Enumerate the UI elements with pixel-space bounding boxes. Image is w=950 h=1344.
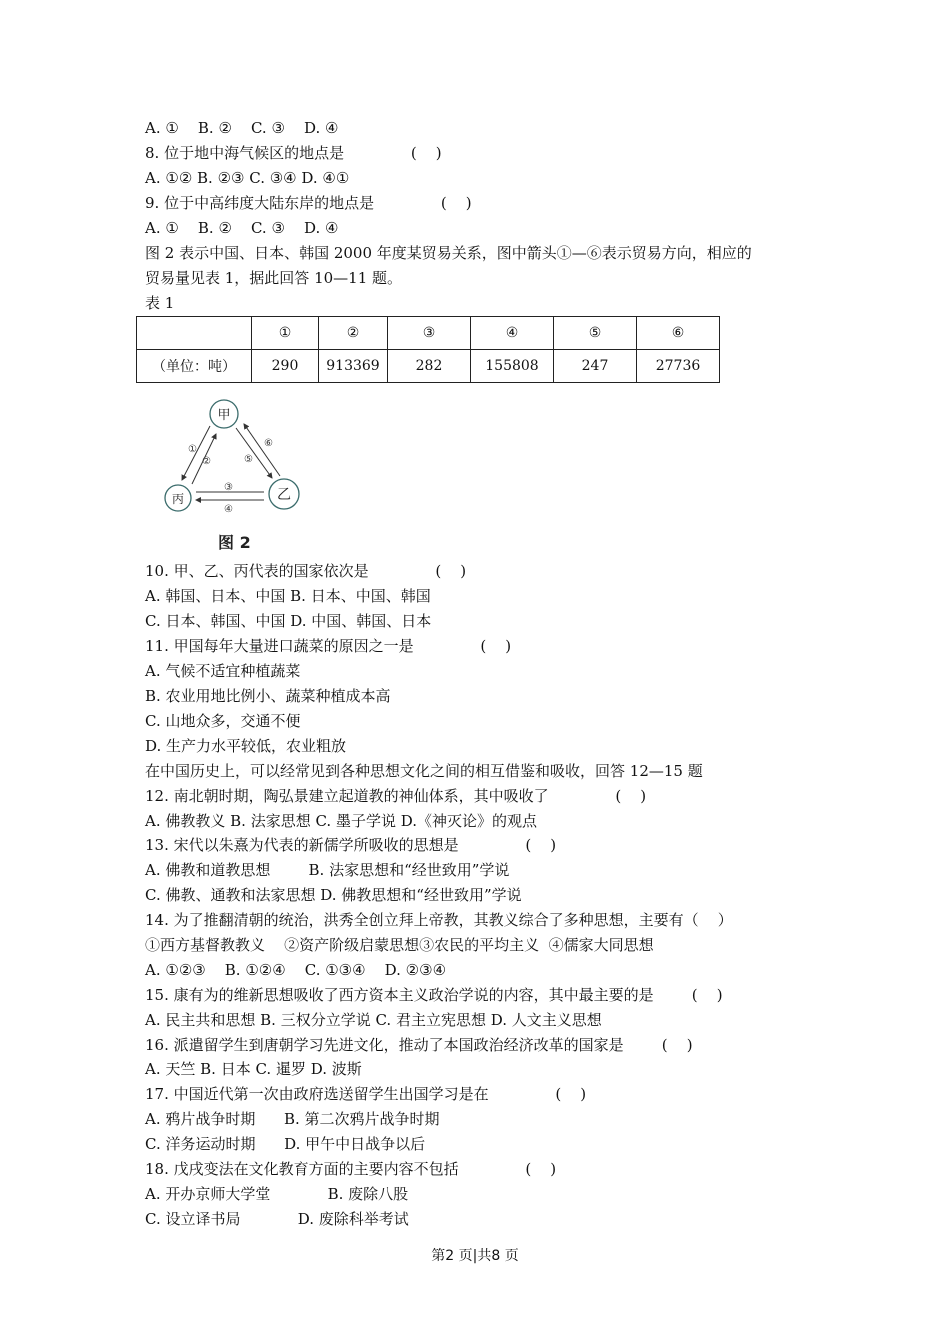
table-header-cell: ⑤ [554,317,637,350]
question-15: 15. 康有为的维新思想吸收了西方资本主义政治学说的内容，其中最主要的是 ( ) [145,986,723,1004]
question-14: 14. 为了推翻清朝的统治，洪秀全创立拜上帝教，其教义综合了多种思想，主要有（ ） [145,911,733,929]
figure-intro-text-2: 贸易量见表 1，据此回答 10—11 题。 [145,269,403,287]
arrow-6-label: ⑥ [264,438,273,449]
question-options-13b: C. 佛教、通教和法家思想 D. 佛教思想和“经世致用”学说 [145,886,522,904]
figure-intro-text: 图 2 表示中国、日本、韩国 2000 年度某贸易关系，图中箭头①—⑥表示贸易方向，相应的 [145,244,752,262]
table-label: 表 1 [145,294,175,312]
table-header-cell [137,317,252,350]
node-yi-label: 乙 [277,487,291,503]
table-header-cell: ① [252,317,319,350]
question-options-18b: C. 设立译书局 D. 废除科举考试 [145,1210,409,1228]
table-row [137,350,720,383]
table-cell: 247 [554,350,637,383]
arrow-6 [244,424,280,476]
question-options-10b: C. 日本、韩国、中国 D. 中国、韩国、日本 [145,612,432,630]
question-options-11c: C. 山地众多，交通不便 [145,712,301,730]
question-options-11b: B. 农业用地比例小、蔬菜种植成本高 [145,687,391,705]
question-9: 9. 位于中高纬度大陆东岸的地点是 ( ) [145,194,472,212]
question-options-16: A. 天竺 B. 日本 C. 暹罗 D. 波斯 [145,1060,362,1078]
question-options-15: A. 民主共和思想 B. 三权分立学说 C. 君主立宪思想 D. 人文主义思想 [145,1011,602,1029]
table-cell: 27736 [637,350,720,383]
table-cell: 282 [388,350,471,383]
question-14-statements: ①西方基督教教义 ②资产阶级启蒙思想③农民的平均主义 ④儒家大同思想 [145,936,654,954]
question-11: 11. 甲国每年大量进口蔬菜的原因之一是 ( ) [145,637,512,655]
table-header-row [137,317,720,350]
question-10: 10. 甲、乙、丙代表的国家依次是 ( ) [145,562,467,580]
section-intro: 在中国历史上，可以经常见到各种思想文化之间的相互借鉴和吸收，回答 12—15 题 [145,762,703,780]
arrow-5 [236,428,272,478]
page-footer: 第2 页|共8 页 [431,1248,519,1264]
question-13: 13. 宋代以朱熹为代表的新儒学所吸收的思想是 ( ) [145,836,557,854]
question-options-17a: A. 鸦片战争时期 B. 第二次鸦片战争时期 [145,1110,440,1128]
node-bing-label: 丙 [171,492,185,506]
question-options-9: A. ① B. ② C. ③ D. ④ [145,219,339,237]
question-options-12: A. 佛教教义 B. 法家思想 C. 墨子学说 D.《神灭论》的观点 [145,812,537,830]
question-12: 12. 南北朝时期，陶弘景建立起道教的神仙体系，其中吸收了 ( ) [145,787,647,805]
question-18: 18. 戊戌变法在文化教育方面的主要内容不包括 ( ) [145,1160,557,1178]
question-options-11a: A. 气候不适宜种植蔬菜 [145,662,301,680]
figure-caption: 图 2 [218,533,251,552]
table-header-cell: ④ [471,317,554,350]
question-options-17b: C. 洋务运动时期 D. 甲午中日战争以后 [145,1135,426,1153]
table-header-cell: ② [319,317,388,350]
question-options-11d: D. 生产力水平较低，农业粗放 [145,737,347,755]
question-17: 17. 中国近代第一次由政府选送留学生出国学习是在 ( ) [145,1085,587,1103]
question-8: 8. 位于地中海气候区的地点是 ( ) [145,144,442,162]
question-options-18a: A. 开办京师大学堂 B. 废除八股 [145,1185,409,1203]
arrow-1-label: ① [188,444,197,455]
question-options-14: A. ①②③ B. ①②④ C. ①③④ D. ②③④ [145,961,447,979]
question-options-10a: A. 韩国、日本、中国 B. 日本、中国、韩国 [145,587,431,605]
arrow-4-label: ④ [224,504,233,515]
table-cell: 155808 [471,350,554,383]
question-options-7: A. ① B. ② C. ③ D. ④ [145,119,339,137]
question-16: 16. 派遣留学生到唐朝学习先进文化，推动了本国政治经济改革的国家是 ( ) [145,1036,693,1054]
table-cell: 913369 [319,350,388,383]
arrow-5-label: ⑤ [244,454,253,465]
arrow-2-label: ② [202,456,211,467]
node-jia-label: 甲 [217,408,231,423]
question-options-13a: A. 佛教和道教思想 B. 法家思想和“经世致用”学说 [145,861,510,879]
table-header-cell: ③ [388,317,471,350]
trade-diagram-svg [160,398,310,554]
table-cell: 290 [252,350,319,383]
question-options-8: A. ①② B. ②③ C. ③④ D. ④① [145,169,350,187]
table-cell: （单位：吨） [137,350,252,383]
trade-table [136,316,720,383]
arrow-3-label: ③ [224,482,233,493]
trade-diagram [160,398,310,554]
table-header-cell: ⑥ [637,317,720,350]
